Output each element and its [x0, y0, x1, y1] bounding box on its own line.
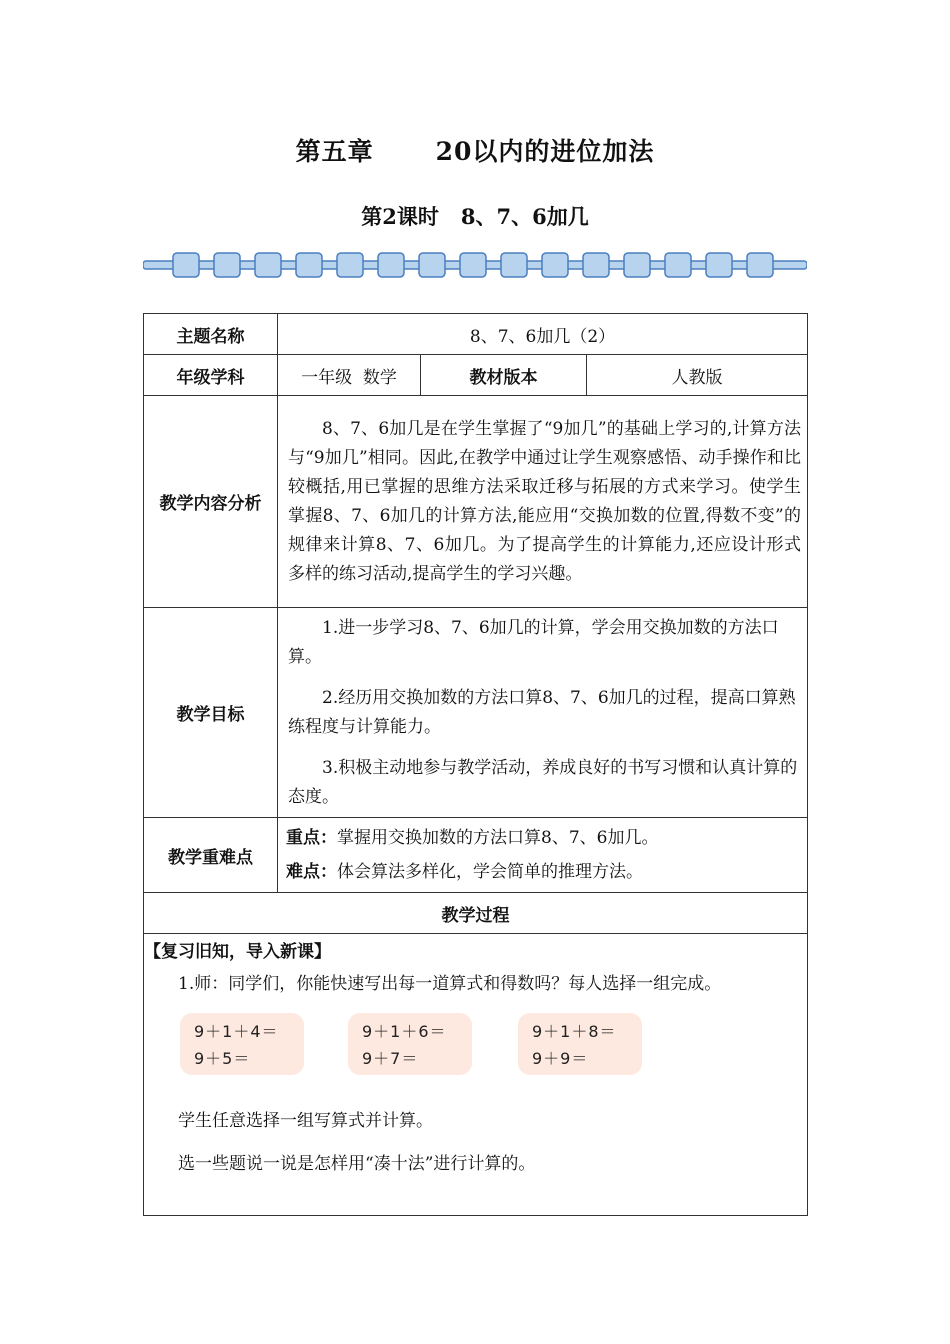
topic-value: 8、7、6加几（2）	[278, 314, 808, 355]
lesson-plan-table	[143, 313, 808, 1216]
process-label: 教学过程	[144, 893, 808, 934]
chain-bead	[665, 253, 691, 277]
chain-bead	[583, 253, 609, 277]
keypoints-cell	[278, 818, 808, 893]
key-label: 重点：	[286, 828, 337, 848]
exercise-card	[518, 1013, 642, 1075]
chain-bead	[747, 253, 773, 277]
lesson-name: 8、7、6加几	[460, 204, 589, 229]
process-line: 选一些题说一说是怎样用“凑十法”进行计算的。	[178, 1154, 536, 1174]
card-line: 9＋1＋6＝	[362, 1022, 447, 1041]
goal-item: 3.积极主动地参与教学活动，养成良好的书写习惯和认真计算的态度。	[288, 757, 798, 807]
chain-bead	[337, 253, 363, 277]
lesson-title	[0, 201, 950, 231]
key-text: 掌握用交换加数的方法口算8、7、6加几。	[337, 828, 659, 848]
goals-cell	[278, 608, 808, 818]
chain-bead	[214, 253, 240, 277]
process-line: 学生任意选择一组写算式并计算。	[178, 1111, 433, 1131]
process-cell	[144, 934, 808, 1216]
topic-label: 主题名称	[144, 314, 278, 355]
chain-bead	[296, 253, 322, 277]
card-line: 9＋1＋8＝	[532, 1022, 617, 1041]
decorative-chain-divider	[143, 251, 807, 279]
edition-label: 教材版本	[421, 355, 587, 396]
goal-item: 1.进一步学习8、7、6加几的计算，学会用交换加数的方法口算。	[288, 617, 779, 667]
card-line: 9＋9＝	[532, 1049, 589, 1068]
goal-item: 2.经历用交换加数的方法口算8、7、6加几的过程，提高口算熟练程度与计算能力。	[288, 687, 796, 737]
card-line: 9＋7＝	[362, 1049, 419, 1068]
grade-label: 年级学科	[144, 355, 278, 396]
exercise-cards	[144, 1013, 807, 1095]
goals-label: 教学目标	[144, 608, 278, 818]
chain-bead	[624, 253, 650, 277]
lesson-number: 第2课时	[361, 204, 439, 229]
chain-bead	[378, 253, 404, 277]
card-line: 9＋1＋4＝	[194, 1022, 279, 1041]
chain-bead	[255, 253, 281, 277]
chapter-name: 20以内的进位加法	[435, 137, 655, 166]
difficult-point	[278, 855, 807, 889]
intro-text: 1.师：同学们，你能快速写出每一道算式和得数吗？每人选择一组完成。	[178, 974, 722, 994]
analysis-cell	[278, 396, 808, 608]
chain-bead	[419, 253, 445, 277]
chapter-number: 第五章	[295, 137, 374, 166]
grade-value: 一年级 数学	[278, 355, 421, 396]
chain-bead	[706, 253, 732, 277]
keypoints-label: 教学重难点	[144, 818, 278, 893]
card-line: 9＋5＝	[194, 1049, 251, 1068]
exercise-card	[180, 1013, 304, 1075]
analysis-text: 8、7、6加几是在学生掌握了“9加几”的基础上学习的,计算方法与“9加几”相同。因此,在教学中通过让学生观察感悟、动手操作和比较概括,用已掌握的思维方法采取迁移与拓展的方式来学习。使学生掌握8、7、6加几的计算方法,能应用“交换加数的位置,得数不变”的规律来计算8、7、6加几。为了提高学生的计算能力,还应设计形式多样的练习活动,提高学生的学习兴趣。	[288, 418, 802, 584]
chapter-title	[0, 132, 950, 168]
exercise-card	[348, 1013, 472, 1075]
chain-bead	[542, 253, 568, 277]
analysis-label: 教学内容分析	[144, 396, 278, 608]
chain-bead	[173, 253, 199, 277]
difficult-label: 难点：	[286, 862, 337, 882]
difficult-text: 体会算法多样化，学会简单的推理方法。	[337, 862, 643, 882]
key-point	[278, 821, 807, 855]
section-title: 【复习旧知，导入新课】	[144, 942, 331, 962]
chain-bead	[460, 253, 486, 277]
chain-bead	[501, 253, 527, 277]
edition-value: 人教版	[587, 355, 808, 396]
